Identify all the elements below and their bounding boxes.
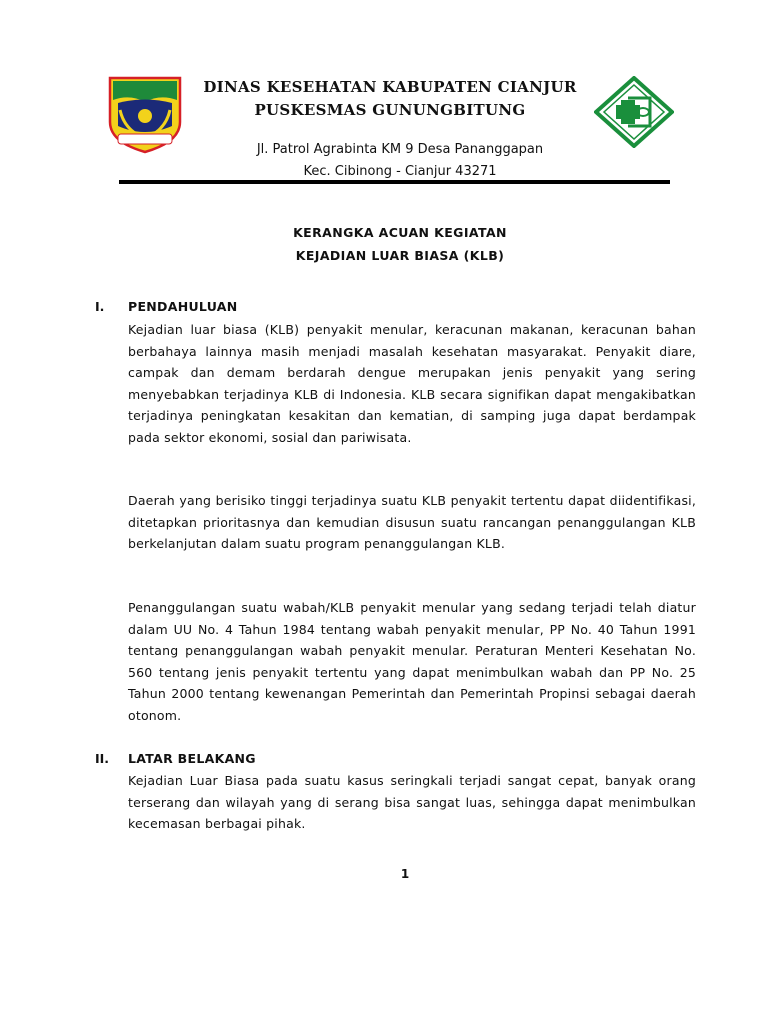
paragraph: Kejadian luar biasa (KLB) penyakit menular, keracunan makanan, keracunan bahan berbahaya lainnya masih menjadi masalah kesehatan masyarakat. Penyakit diare, campak dan demam berdarah dengue merupakan jenis penyakit yang sering menyebabkan terjadinya KLB di Indonesia. KLB secara signifikan dapat mengakibatkan terjadinya peningkatan kesakitan dan kematian, di samping juga dapat berdampak pada sektor ekonomi, sosial dan pariwisata. (128, 322, 696, 445)
header-agency-name: DINAS KESEHATAN KABUPATEN CIANJUR (203, 78, 577, 96)
header-address-district: Kec. Cibinong - Cianjur 43271 (303, 164, 497, 179)
section-heading-pendahuluan: PENDAHULUAN (128, 299, 238, 314)
paragraph: Kejadian Luar Biasa pada suatu kasus seringkali terjadi sangat cepat, banyak orang terserang dan wilayah yang di serang bisa sangat luas, sehingga dapat menimbulkan kecemasan berbagai pihak. (128, 773, 696, 831)
section-heading-latar-belakang: LATAR BELAKANG (128, 751, 256, 766)
document-title: KERANGKA ACUAN KEGIATAN (293, 225, 507, 240)
cianjur-crest-logo (106, 76, 184, 154)
header-puskesmas-name: PUSKESMAS GUNUNGBITUNG (254, 101, 526, 119)
document-subtitle: KEJADIAN LUAR BIASA (KLB) (295, 248, 505, 263)
page-number: 1 (400, 867, 410, 881)
paragraph: Penanggulangan suatu wabah/KLB penyakit menular yang sedang terjadi telah diatur dalam UU No. 4 Tahun 1984 tentang wabah penyakit menular, PP No. 40 Tahun 1991 tentang penanggulangan wabah penyakit menular. Peraturan Menteri Kesehatan No. 560 tentang jenis penyakit tertentu yang dapat menimbulkan wabah dan PP No. 25 Tahun 2000 tentang kewenangan Pemerintah dan Pemerintah Propinsi sebagai daerah otonom. (128, 600, 696, 723)
header-divider (119, 180, 670, 184)
paragraph: Daerah yang berisiko tinggi terjadinya suatu KLB penyakit tertentu dapat diidentifikasi, ditetapkan prioritasnya dan kemudian disusun suatu rancangan penanggulangan KLB berkelanjutan dalam suatu program penanggulangan KLB. (128, 493, 696, 551)
puskesmas-logo (594, 76, 674, 148)
section-number: II. (95, 751, 110, 766)
header-address-line: Jl. Patrol Agrabinta KM 9 Desa Pananggapan (256, 142, 544, 157)
section-number: I. (95, 299, 105, 314)
